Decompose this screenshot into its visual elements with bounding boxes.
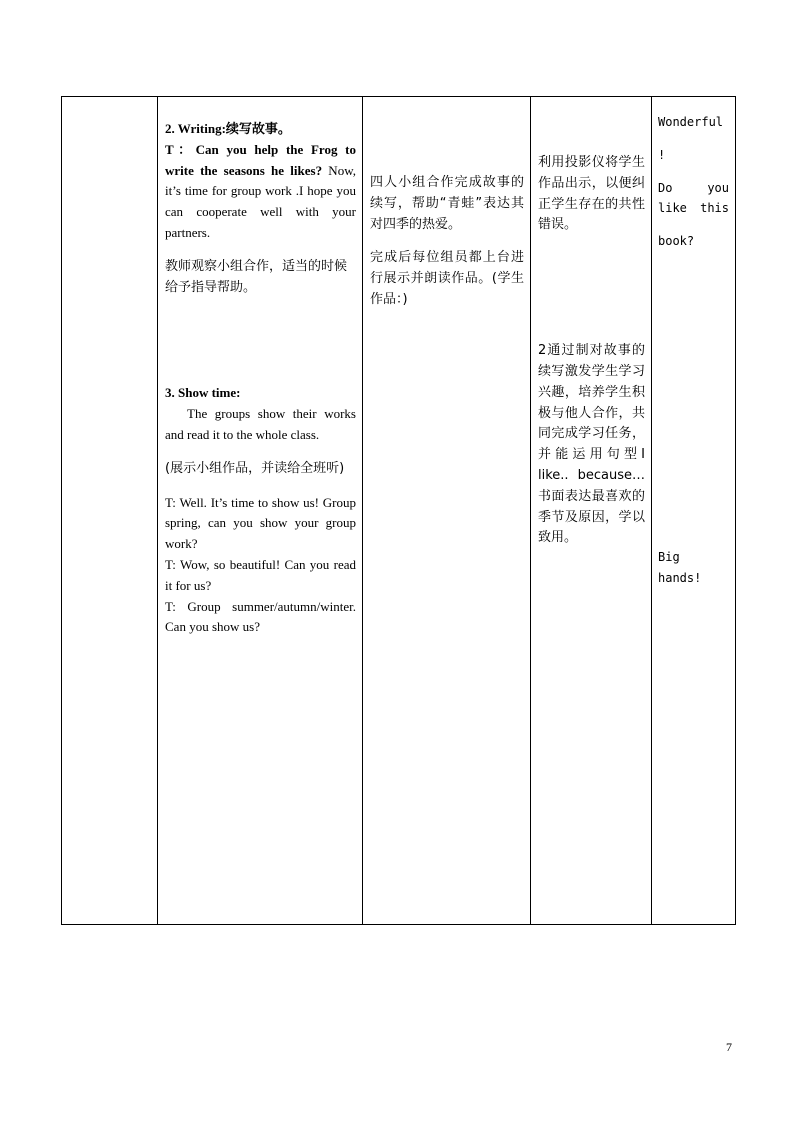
writing-question: Can you help the Frog to write the seasons he likes? (165, 141, 357, 178)
step-cell (62, 97, 158, 925)
eval-wonderful: Wonderful (658, 115, 724, 129)
eval-line-like-this (658, 198, 729, 219)
eval-like: like (658, 201, 687, 216)
show-heading: 3. Show time: (165, 385, 241, 401)
show-line: The groups show their works and read it to the whole class. (165, 406, 356, 442)
writing-heading: 2. Writing:续写故事。 (165, 121, 291, 136)
design-intent-1: 利用投影仪将学生作品出示，以便纠正学生存在的共性错误。 (538, 155, 645, 233)
teaching-process-cell (158, 97, 363, 925)
student-activity-2: 完成后每位组员都上台进行展示并朗读作品。(学生作品：) (370, 250, 524, 307)
teacher-line-1: T: Well. It’s time to show us! Group spring, can you show your group work? (165, 494, 356, 552)
table-row (62, 97, 736, 925)
page-number: 7 (726, 1040, 732, 1054)
design-intent-cell (531, 97, 652, 925)
writing-instruction: Now, it’s time for group work .I hope you can cooperate well with your partners. (165, 162, 356, 240)
teacher-note: 教师观察小组合作，适当的时候给予指导帮助。 (165, 258, 348, 295)
eval-do: Do (658, 180, 673, 195)
show-chinese: (展示小组作品，并读给全班听) (165, 460, 345, 476)
student-activity-cell (363, 97, 531, 925)
eval-line-do-you (658, 178, 729, 199)
teacher-line-2: T: Wow, so beautiful! Can you read it for us? (165, 556, 356, 593)
teacher-line-3: T: Group summer/autumn/winter. Can you show us? (165, 598, 356, 635)
eval-book: book? (658, 234, 695, 249)
design-intent-2: 2通过制对故事的续写激发学生学习兴趣，培养学生积极与他人合作，共同完成学习任务，并能运用句型I like.. because…书面表达最喜欢的季节及原因，学以致用。 (538, 343, 645, 546)
evaluation-cell (652, 97, 736, 925)
eval-big-hands: Big hands! (658, 549, 702, 585)
lesson-plan-table (61, 96, 736, 925)
t-prefix: T： (165, 141, 196, 157)
student-activity-1: 四人小组合作完成故事的续写，帮助“青蛙”表达其对四季的热爱。 (370, 175, 524, 232)
eval-this: this (700, 201, 729, 216)
eval-bang: ! (658, 147, 666, 162)
eval-you: you (707, 180, 729, 195)
writing-prompt (165, 140, 356, 244)
